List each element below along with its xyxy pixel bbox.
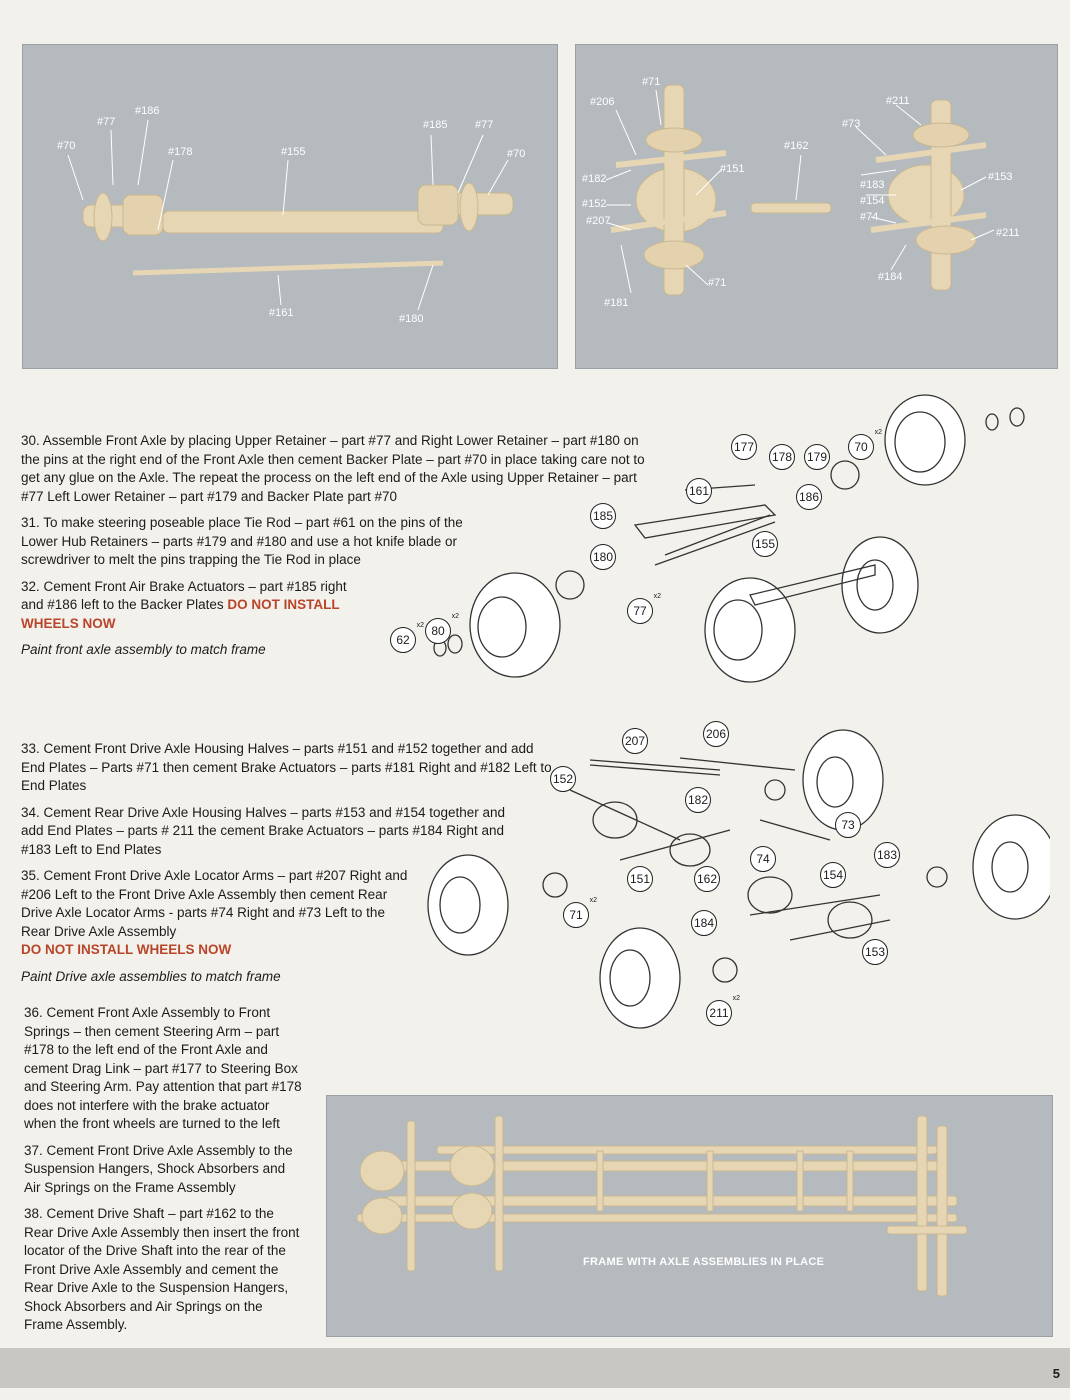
callout-label: #178 [168,146,193,158]
steps-section-3 [24,1004,304,1343]
callout-label: #207 [586,215,611,227]
part-number: 71 [569,908,583,922]
step-33: 33. Cement Front Drive Axle Housing Halves – parts #151 and #152 together and add End Plates – Parts #71 then cement Brake Actuators – parts #181 Right and #182 Left to End Plates [21,741,552,793]
quantity-multiplier: x2 [653,593,661,600]
part-callout: 183 [874,842,900,868]
part-callout [425,613,459,644]
callout-label: #161 [269,307,294,319]
callout-label: #186 [135,105,160,117]
callout-label: #151 [720,163,745,175]
paint-note: Paint Drive axle assemblies to match frame [21,968,281,984]
quantity-multiplier: x2 [874,429,882,436]
part-callout [390,622,424,653]
quantity-multiplier: x2 [416,622,424,629]
photo-caption: FRAME WITH AXLE ASSEMBLIES IN PLACE [583,1256,825,1268]
quantity-multiplier: x2 [732,995,740,1002]
part-number: 70 [854,440,868,454]
callout-label: #211 [996,227,1020,239]
part-callout [563,897,597,928]
part-callout: 184 [691,910,717,936]
callout-label: #181 [604,297,629,309]
step-32 [21,578,366,634]
callout-label: #70 [57,140,76,152]
photo-drive-axles [575,44,1058,369]
step-34: 34. Cement Rear Drive Axle Housing Halves – parts #153 and #154 together and add End Plates – parts # 211 the cement Brake Actuators – parts #184 Right and #183 Left to End Plates [21,804,506,857]
paint-note: Paint front axle assembly to match frame [21,642,266,657]
part-callout: 179 [804,444,830,470]
callout-label: #155 [281,146,306,158]
part-number: 77 [633,604,647,618]
page-number: 5 [1052,1366,1060,1381]
part-callout [706,995,740,1026]
callout-label: #183 [860,179,885,191]
callout-label: #162 [784,140,809,152]
callout-label: #206 [590,96,615,108]
step-30: 30. Assemble Front Axle by placing Upper Retainer – part #77 and Right Lower Retainer – part #180 on the pins at the right end of the Front Axle then cement Backer Plate – part #70 in place taking care not to get any glue on the Axle. The repeat the process on the left end of the Axle using Upper Retainer – part #77 Left Lower Retainer – part #179 and Backer Plate part #70 [21,433,645,504]
quantity-multiplier: x2 [589,897,597,904]
part-callout: 185 [590,503,616,529]
warning-text: DO NOT INSTALL WHEELS NOW [21,942,232,957]
part-callout: 152 [550,766,576,792]
part-callout: 182 [685,787,711,813]
callout-label: #154 [860,195,885,207]
quantity-multiplier: x2 [451,613,459,620]
callout-label: #185 [423,119,448,131]
callout-label: #70 [507,148,526,160]
part-callout [848,429,882,460]
step-35-text: 35. Cement Front Drive Axle Locator Arms – part #207 Right and #206 Left to the Front Drive Axle Assembly then cement Rear Drive Axle Locator Arms - parts #74 Right and #73 Left to the Rear Drive Axle Assembly [21,868,408,939]
step-35 [21,867,416,960]
front-axle-exploded-diagram [395,390,1050,690]
part-callout: 154 [820,862,846,888]
warning-text: DO NOT INSTALL WHEELS NOW [21,597,340,631]
drive-axles-exploded-diagram [420,710,1050,1030]
part-number: 62 [396,633,410,647]
part-callout: 161 [686,478,712,504]
step-36: 36. Cement Front Axle Assembly to Front Springs – then cement Steering Arm – part #178 to the left end of the Front Axle and cement Drag Link – part #177 to Steering Box and Steering Arm. Pay attention that part #178 does not interfere with the brake actuator when the front wheels are turned to the left [24,1005,302,1131]
part-callout: 73 [835,812,861,838]
part-callout: 186 [796,484,822,510]
part-callout: 155 [752,531,778,557]
step-31: 31. To make steering poseable place Tie Rod – part #61 on the pins of the Lower Hub Retainers – parts #179 and #180 and use a hot knife blade or screwdriver to melt the pins trapping the Tie Rod in place [21,515,463,567]
part-number: 80 [431,624,445,638]
part-callout: 74 [750,846,776,872]
callout-label: #77 [475,119,494,131]
callout-label: #71 [708,277,727,289]
part-callout [627,593,661,624]
part-callout: 177 [731,434,757,460]
photo-front-axle [22,44,558,369]
callout-label: #77 [97,116,116,128]
callout-label: #152 [582,198,607,210]
part-number: 211 [709,1006,729,1020]
step-32-text: 32. Cement Front Air Brake Actuators – part #185 right and #186 left to the Backer Plates [21,578,347,612]
part-callout: 207 [622,728,648,754]
part-callout: 153 [862,939,888,965]
drive-axles-model-image [576,45,1057,368]
callout-label: #211 [886,95,910,107]
step-37: 37. Cement Front Drive Axle Assembly to the Suspension Hangers, Shock Absorbers and Air Springs on the Frame Assembly [24,1142,293,1195]
callout-label: #182 [582,173,607,185]
callout-label: #74 [860,211,879,223]
part-callout: 206 [703,721,729,747]
frame-model-image [327,1096,1052,1336]
part-callout: 162 [694,866,720,892]
front-axle-model-image [23,45,557,368]
callout-label: #180 [399,313,424,325]
photo-frame-assembly [326,1095,1053,1337]
footer-band [0,1348,1070,1388]
callout-label: #71 [642,76,661,88]
part-callout: 178 [769,444,795,470]
part-callout: 151 [627,866,653,892]
callout-label: #73 [842,118,861,130]
callout-label: #153 [988,171,1013,183]
part-callout: 180 [590,544,616,570]
step-38: 38. Cement Drive Shaft – part #162 to the Rear Drive Axle Assembly then insert the front locator of the Drive Shaft into the rear of the Front Drive Axle Assembly and cement the Rear Drive Axle to the Suspension Hangers, Shock Absorbers and Air Springs on the Frame Assembly. [24,1206,300,1332]
callout-label: #184 [878,271,903,283]
